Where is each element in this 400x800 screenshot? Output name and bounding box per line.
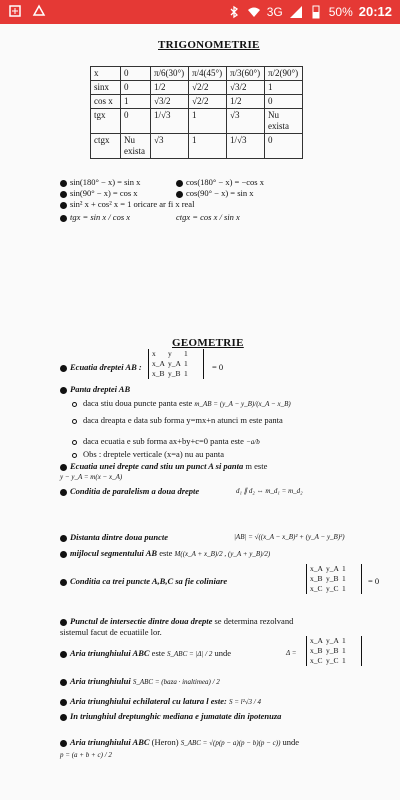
determinant-entry: x — [152, 349, 156, 358]
trig-table-row — [91, 109, 303, 134]
distanta-formula: |AB| = √((x_A − x_B)² + (y_A − y_B)²) — [234, 533, 345, 541]
det-coliniaritate-equals: = 0 — [368, 576, 380, 586]
trig-table-cell: √3 — [151, 134, 189, 159]
determinant-row — [152, 349, 200, 359]
det-equals: = 0 — [212, 362, 224, 372]
trig-table-cell: ctgx — [91, 134, 121, 159]
trig-table-row — [91, 134, 303, 159]
determinant-entry: x_A — [310, 564, 323, 573]
determinant-entry: y_C — [326, 584, 339, 593]
determinant-row — [310, 584, 358, 594]
distanta-puncte: Distanta dintre doua puncte — [60, 532, 168, 543]
bullet-icon — [60, 365, 67, 372]
aria-determinant: Aria triunghiului ABC este S_ABC = |Δ| / 2 unde — [60, 648, 231, 660]
determinant-entry: 1 — [184, 369, 188, 378]
aria-echilateral: Aria triunghiului echilateral cu latura l este: S = l²√3 / 4 — [60, 696, 261, 708]
determinant-entry: y_A — [326, 636, 339, 645]
trig-table-row — [91, 81, 303, 95]
trig-table-cell: cos x — [91, 95, 121, 109]
bullet-icon — [60, 387, 67, 394]
determinant-row — [310, 636, 358, 646]
trig-table-cell: π/4(45°) — [189, 67, 227, 81]
det-ecuatia-dreptei — [148, 349, 204, 379]
mediana-ipotenuza: In triunghiul dreptunghic mediana e jumatate din ipotenuza — [60, 711, 281, 722]
trig-table-cell: 1/2 — [227, 95, 265, 109]
determinant-entry: x_C — [310, 656, 323, 665]
determinant-entry: 1 — [184, 359, 188, 368]
wifi-icon — [247, 5, 261, 19]
formula-sin-180: sin(180° − x) = sin x — [60, 177, 140, 188]
determinant-entry: x_B — [310, 574, 323, 583]
semiperimetru: p = (a + b + c) / 2 — [60, 751, 112, 759]
panta-forma-explicita: daca dreapta e data sub forma y=mx+n atunci m este panta — [72, 415, 283, 426]
formula-pythagoras: sin² x + cos² x = 1 oricare ar fi x real — [60, 199, 194, 210]
bullet-icon — [60, 714, 67, 721]
determinant-entry: y_A — [168, 359, 181, 368]
panta-dreptei: Panta dreptei AB — [60, 384, 130, 395]
determinant-entry: x_B — [152, 369, 165, 378]
determinant-entry: y_B — [326, 646, 339, 655]
determinant-entry: 1 — [342, 636, 346, 645]
determinant-entry: 1 — [184, 349, 188, 358]
bluetooth-icon — [227, 5, 241, 19]
determinant-entry: 1 — [342, 574, 346, 583]
bullet-icon — [60, 191, 67, 198]
trig-table-cell: π/2(90°) — [265, 67, 303, 81]
circle-bullet-icon — [72, 440, 77, 445]
trig-table-cell: 1 — [121, 95, 151, 109]
determinant-entry: x_C — [310, 584, 323, 593]
trig-table-row — [91, 95, 303, 109]
network-type: 3G — [266, 4, 283, 19]
bullet-icon — [60, 651, 67, 658]
determinant-row — [310, 564, 358, 574]
determinant-row — [310, 574, 358, 584]
aria-delta-label: Δ = — [286, 649, 297, 657]
battery-level: 50% — [328, 4, 353, 19]
determinant-row — [310, 646, 358, 656]
formula-tg: tgx = sin x / cos x — [60, 212, 130, 223]
det-delta — [306, 636, 362, 666]
trig-table-cell: 1/√3 — [227, 134, 265, 159]
aria-baza-inaltime: Aria triunghiului S_ABC = (baza · inaltimea) / 2 — [60, 676, 220, 688]
trig-table-cell: 1/√3 — [151, 109, 189, 134]
conditia-paralelism-formula: d₁ ∥ d₂ ⇔ m_d₁ = m_d₂ — [236, 487, 303, 495]
trig-table-row — [91, 67, 303, 81]
app-notification-icon — [32, 4, 46, 18]
battery-icon — [309, 5, 323, 19]
trig-table-cell: sinx — [91, 81, 121, 95]
signal-icon — [289, 5, 303, 19]
trig-table-cell: 1 — [189, 134, 227, 159]
ecuatia-punct-panta: Ecuatia unei drepte cand stiu un punct A si panta m este — [60, 461, 267, 472]
document-page[interactable] — [0, 24, 400, 800]
status-bar — [0, 0, 400, 24]
section-title-geometrie: GEOMETRIE — [172, 337, 244, 349]
bullet-icon — [60, 464, 67, 471]
determinant-entry: y_B — [326, 574, 339, 583]
notification-tag-icon — [8, 4, 22, 18]
conditia-coliniaritate: Conditia ca trei puncte A,B,C sa fie coliniare — [60, 576, 227, 587]
punct-intersectie-cont: sistemul facut de ecuatiile lor. — [60, 627, 162, 637]
section-title-trigonometrie: TRIGONOMETRIE — [158, 39, 260, 51]
panta-observatie: Obs : dreptele verticale (x=a) nu au panta — [72, 449, 224, 460]
circle-bullet-icon — [72, 453, 77, 458]
bullet-icon — [60, 180, 67, 187]
clock: 20:12 — [358, 4, 392, 19]
circle-bullet-icon — [72, 402, 77, 407]
trig-table-cell: 0 — [121, 67, 151, 81]
trig-table-cell: √3 — [227, 109, 265, 134]
trig-table-cell: π/6(30°) — [151, 67, 189, 81]
determinant-entry: x_A — [310, 636, 323, 645]
formula-ctg: ctgx = cos x / sin x — [176, 212, 240, 222]
punct-intersectie: Punctul de intersectie dintre doua drepte se determina rezolvand — [60, 616, 293, 627]
determinant-entry: y — [168, 349, 172, 358]
bullet-icon — [60, 202, 67, 209]
trig-table-cell: √3/2 — [227, 81, 265, 95]
determinant-entry: x_A — [152, 359, 165, 368]
bullet-icon — [60, 699, 67, 706]
trig-table-cell: 1 — [265, 81, 303, 95]
ecuatia-punct-panta-formula: y − y_A = m(x − x_A) — [60, 473, 123, 481]
trig-table-cell: 0 — [265, 134, 303, 159]
trig-table-cell: Nu exista — [265, 109, 303, 134]
determinant-entry: 1 — [342, 584, 346, 593]
determinant-entry: y_B — [168, 369, 181, 378]
formula-sin-90: sin(90° − x) = cos x — [60, 188, 138, 199]
trig-table-cell: 1/2 — [151, 81, 189, 95]
trig-table-cell: 0 — [121, 81, 151, 95]
bullet-icon — [176, 191, 183, 198]
determinant-entry: y_A — [326, 564, 339, 573]
trig-table-cell: √2/2 — [189, 81, 227, 95]
bullet-icon — [60, 740, 67, 747]
panta-forma-generala: daca ecuatia e sub forma ax+by+c=0 panta este −a/b — [72, 436, 260, 448]
bullet-icon — [60, 551, 67, 558]
mijlocul-segmentului: mijlocul segmentului AB este M((x_A + x_B)/2 , (y_A + y_B)/2) — [60, 548, 270, 560]
circle-bullet-icon — [72, 419, 77, 424]
determinant-entry: y_C — [326, 656, 339, 665]
determinant-row — [152, 369, 200, 379]
determinant-row — [310, 656, 358, 666]
determinant-entry: x_B — [310, 646, 323, 655]
determinant-entry: 1 — [342, 564, 346, 573]
ecuatia-dreptei: Ecuatia dreptei AB : — [60, 362, 142, 373]
trig-table-cell: tgx — [91, 109, 121, 134]
bullet-icon — [60, 215, 67, 222]
trig-table-cell: Nu exista — [121, 134, 151, 159]
trig-table-cell: x — [91, 67, 121, 81]
bullet-icon — [60, 489, 67, 496]
bullet-icon — [176, 180, 183, 187]
trig-values-table — [90, 66, 303, 159]
determinant-entry: 1 — [342, 646, 346, 655]
determinant-entry: 1 — [342, 656, 346, 665]
trig-table-cell: √3/2 — [151, 95, 189, 109]
aria-heron: Aria triunghiului ABC (Heron) S_ABC = √(p(p − a)(p − b)(p − c)) unde — [60, 737, 299, 749]
trig-table-cell: 0 — [121, 109, 151, 134]
bullet-icon — [60, 535, 67, 542]
trig-table-cell: π/3(60°) — [227, 67, 265, 81]
bullet-icon — [60, 579, 67, 586]
trig-table-cell: 1 — [189, 109, 227, 134]
bullet-icon — [60, 679, 67, 686]
trig-table-cell: 0 — [265, 95, 303, 109]
conditia-paralelism: Conditia de paralelism a doua drepte — [60, 486, 199, 497]
det-coliniaritate — [306, 564, 362, 594]
bullet-icon — [60, 619, 67, 626]
determinant-row — [152, 359, 200, 369]
formula-cos-90: cos(90° − x) = sin x — [176, 188, 254, 199]
trig-table-cell: √2/2 — [189, 95, 227, 109]
formula-cos-180: cos(180° − x) = −cos x — [176, 177, 264, 188]
panta-doua-puncte: daca stiu doua puncte panta este m_AB = (y_A − y_B)/(x_A − x_B) — [72, 398, 291, 410]
